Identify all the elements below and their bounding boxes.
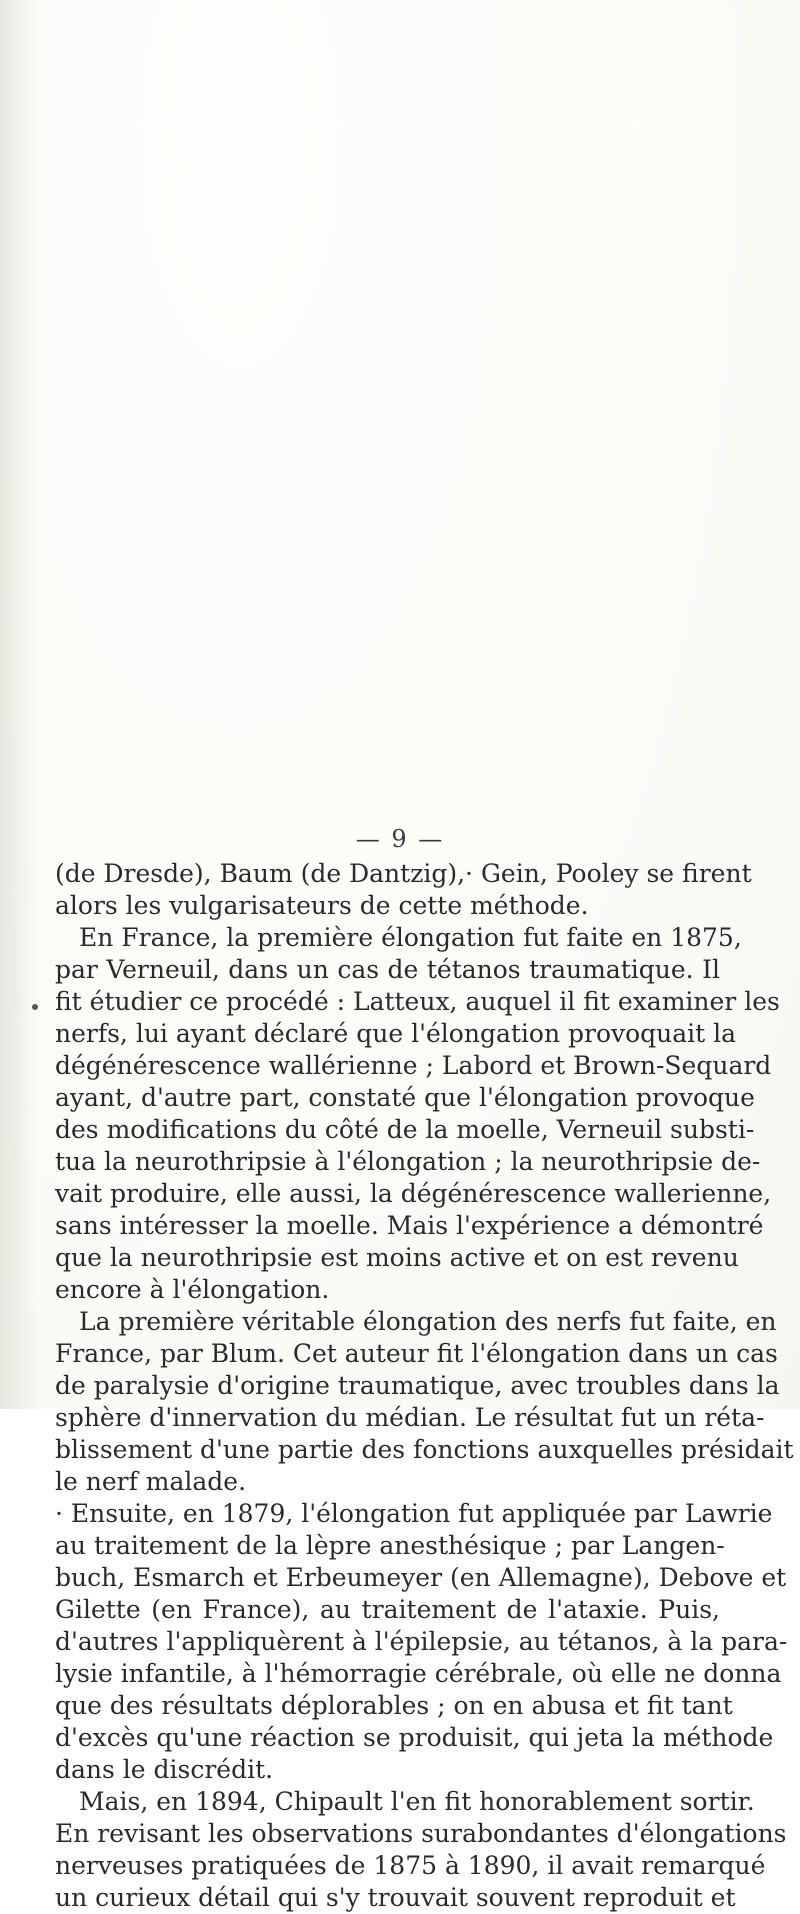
text-line: France, par Blum. Cet auteur fit l'élongation dans un cas [55, 1339, 778, 1368]
text-line: En France, la première élongation fut faite en 1875, [79, 923, 742, 952]
page-edge-shadow [0, 0, 40, 1409]
text-line: de paralysie d'origine traumatique, avec troubles dans la [55, 1371, 780, 1400]
text-line: alors les vulgarisateurs de cette méthode. [55, 891, 589, 920]
text-line: sphère d'innervation du médian. Le résultat fut un réta- [55, 1403, 765, 1432]
text-line: La première véritable élongation des nerfs fut faite, en [79, 1307, 777, 1336]
text-line: tua la neurothripsie à l'élongation ; la neurothripsie de- [55, 1147, 761, 1176]
text-line: (de Dresde), Baum (de Dantzig),· Gein, Pooley se firent [55, 859, 752, 888]
text-line: Gilette (en France), au traitement de l'ataxie. Puis, [55, 1595, 720, 1624]
text-line: vait produire, elle aussi, la dégénérescence wallerienne, [55, 1179, 772, 1208]
text-line: que des résultats déplorables ; on en abusa et fit tant [55, 1691, 733, 1720]
text-line: buch, Esmarch et Erbeumeyer (en Allemagne), Debove et [55, 1563, 787, 1592]
text-line: encore à l'élongation. [55, 1275, 330, 1304]
text-line: des modifications du côté de la moelle, Verneuil substi- [55, 1115, 755, 1144]
text-line: par Verneuil, dans un cas de tétanos traumatique. Il [55, 955, 720, 984]
body-text [55, 858, 794, 1914]
text-line: nerfs, lui ayant déclaré que l'élongation provoquait la [55, 1019, 737, 1048]
text-line: au traitement de la lèpre anesthésique ; par Langen- [55, 1531, 725, 1560]
text-line: dans le discrédit. [55, 1755, 274, 1784]
text-line: d'autres l'appliquèrent à l'épilepsie, au tétanos, à la para- [55, 1627, 788, 1656]
ink-speck [32, 1004, 38, 1010]
text-line: d'excès qu'une réaction se produisit, qui jeta la méthode [55, 1723, 774, 1752]
text-line: · Ensuite, en 1879, l'élongation fut appliquée par Lawrie [55, 1499, 773, 1528]
text-line: le nerf malade. [55, 1467, 247, 1496]
text-line: blissement d'une partie des fonctions auxquelles présidait [55, 1435, 794, 1464]
text-line: fit étudier ce procédé : Latteux, auquel il fit examiner les [55, 987, 780, 1016]
text-line: Mais, en 1894, Chipault l'en fit honorablement sortir. [79, 1787, 755, 1816]
text-line: un curieux détail qui s'y trouvait souvent reproduit et [55, 1883, 736, 1912]
text-line: dégénérescence wallérienne ; Labord et Brown-Sequard [55, 1051, 772, 1080]
text-line: ayant, d'autre part, constaté que l'élongation provoque [55, 1083, 755, 1112]
text-line: que la neurothripsie est moins active et on est revenu [55, 1243, 739, 1272]
text-line: lysie infantile, à l'hémorragie cérébrale, où elle ne donna [55, 1659, 782, 1688]
text-line: sans intéresser la moelle. Mais l'expérience a démontré [55, 1211, 764, 1240]
page-number: — 9 — [355, 825, 445, 853]
text-line: nerveuses pratiquées de 1875 à 1890, il avait remarqué [55, 1851, 766, 1880]
text-line: En revisant les observations surabondantes d'élongations [55, 1819, 787, 1848]
